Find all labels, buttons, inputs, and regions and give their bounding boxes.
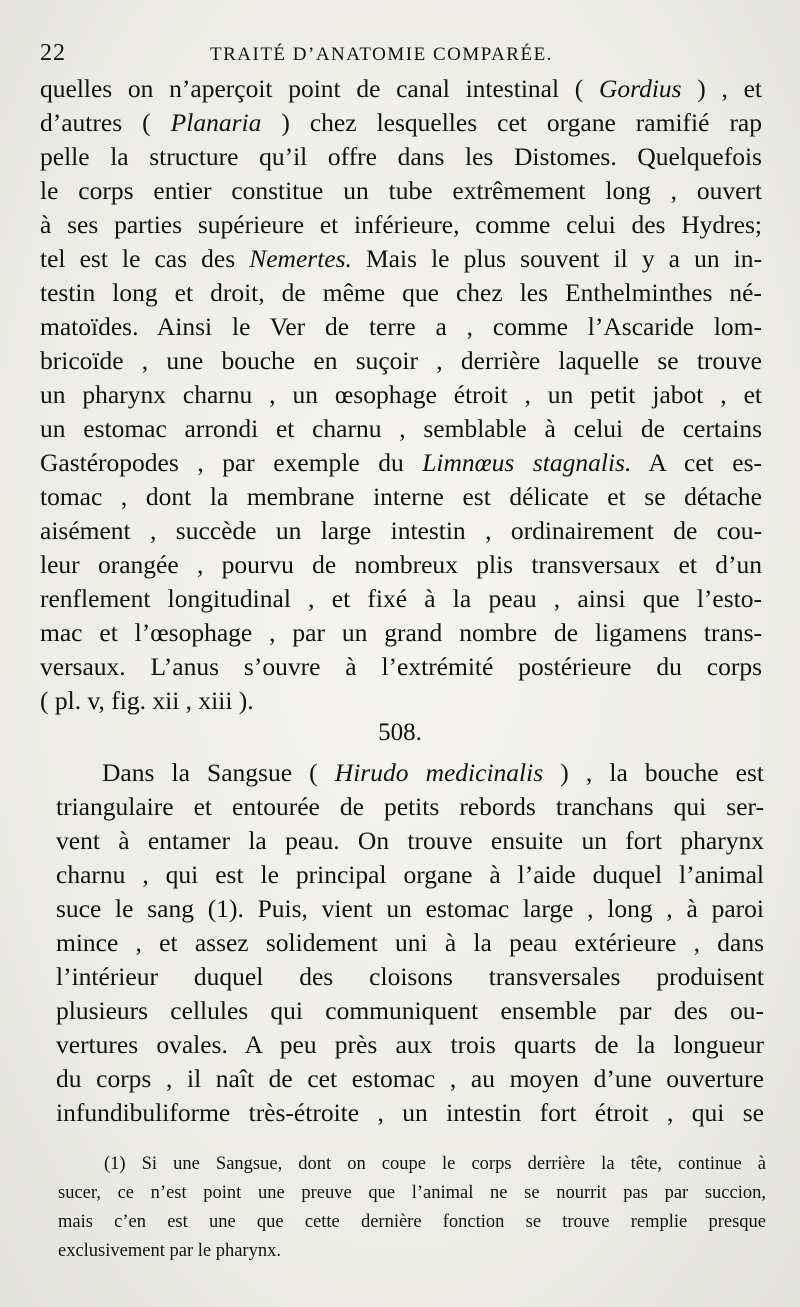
section-two-line (56, 892, 764, 926)
text-segment: Mais le plus souvent il y a un in- (351, 244, 762, 273)
text-segment: tomac , dont la membrane interne est délicate et se détache (40, 482, 762, 511)
page-number: 22 (40, 40, 66, 66)
text-segment: mac et l’œsophage , par un grand nombre de ligamens trans- (40, 618, 762, 647)
section-two-line (56, 1062, 764, 1096)
footnote-line: sucer, ce n’est point une preuve que l’animal ne se nourrit pas par succion, (58, 1183, 766, 1203)
paragraph-section-two (56, 756, 764, 1130)
text-segment: ) , et (681, 74, 762, 103)
text-segment: bricoïde , une bouche en suçoir , derrière laquelle se trouve (40, 346, 762, 375)
text-segment: plusieurs cellules qui communiquent ensemble par des ou- (56, 996, 764, 1025)
section-two-line (56, 960, 764, 994)
section-two-line (56, 926, 764, 960)
text-segment: ) chez lesquelles cet organe ramifié rap (261, 108, 762, 137)
text-segment: ( pl. v, fig. xii , xiii ). (40, 686, 254, 715)
text-segment: le corps entier constitue un tube extrêmement long , ouvert (40, 176, 762, 205)
section-one-line (40, 72, 762, 106)
italic-taxon-name: Hirudo medicinalis (334, 758, 544, 787)
section-two-line (56, 1096, 764, 1130)
footnote (58, 1150, 766, 1266)
section-two-line (56, 1028, 764, 1062)
section-one-line (40, 412, 762, 446)
section-one-line (40, 548, 762, 582)
text-segment: A cet es- (631, 448, 762, 477)
section-number: 508. (378, 719, 422, 746)
paragraph-section-one (40, 72, 762, 718)
text-segment: Dans la Sangsue ( (102, 758, 335, 787)
section-one-line (40, 514, 762, 548)
section-one-line (40, 106, 762, 140)
text-segment: ) , la bouche est (543, 758, 764, 787)
italic-taxon-name: Gordius (598, 74, 682, 103)
text-segment: Gastéropodes , par exemple du (40, 448, 423, 477)
text-segment: mince , et assez solidement uni à la peau extérieure , dans (56, 928, 764, 957)
section-one-line (40, 684, 762, 718)
section-two-line (56, 790, 764, 824)
section-one-line (40, 446, 762, 480)
section-one-line (40, 344, 762, 378)
text-segment: pelle la structure qu’il offre dans les Distomes. Quelquefois (40, 142, 762, 171)
italic-taxon-name: Limnœus stagnalis. (422, 448, 632, 477)
section-one-line (40, 650, 762, 684)
section-two-line (56, 756, 764, 790)
section-one-line (40, 378, 762, 412)
text-segment: d’autres ( (40, 108, 171, 137)
italic-taxon-name: Nemertes. (249, 244, 352, 273)
text-segment: infundibuliforme très-étroite , un intestin fort étroit , qui se (56, 1098, 764, 1127)
section-two-line (56, 858, 764, 892)
text-segment: versaux. L’anus s’ouvre à l’extrémité postérieure du corps (40, 652, 762, 681)
text-segment: du corps , il naît de cet estomac , au moyen d’une ouverture (56, 1064, 764, 1093)
section-one-line (40, 480, 762, 514)
section-one-line (40, 582, 762, 616)
section-one-line (40, 310, 762, 344)
page-header (40, 40, 780, 72)
text-segment: aisément , succède un large intestin , ordinairement de cou- (40, 516, 762, 545)
section-two-line (56, 824, 764, 858)
section-one-line (40, 174, 762, 208)
text-segment: l’intérieur duquel des cloisons transversales produisent (56, 962, 764, 991)
text-segment: un pharynx charnu , un œsophage étroit , un petit jabot , et (40, 380, 762, 409)
text-segment: triangulaire et entourée de petits rebords tranchans qui ser- (56, 792, 764, 821)
text-segment: tel est le cas des (40, 244, 250, 273)
section-one-line (40, 616, 762, 650)
text-segment: un estomac arrondi et charnu , semblable à celui de certains (40, 414, 762, 443)
section-two-line (56, 994, 764, 1028)
section-one-line (40, 276, 762, 310)
running-title: TRAITÉ D’ANATOMIE COMPARÉE. (210, 44, 553, 65)
text-segment: testin long et droit, de même que chez les Enthelminthes né- (40, 278, 762, 307)
text-segment: leur orangée , pourvu de nombreux plis transversaux et d’un (40, 550, 762, 579)
text-segment: à ses parties supérieure et inférieure, comme celui des Hydres; (40, 210, 762, 239)
section-one-line (40, 140, 762, 174)
text-segment: quelles on n’aperçoit point de canal intestinal ( (40, 74, 599, 103)
text-segment: suce le sang (1). Puis, vient un estomac large , long , à paroi (56, 894, 764, 923)
section-one-line (40, 242, 762, 276)
footnote-line: mais c’en est une que cette dernière fonction se trouve remplie presque (58, 1212, 766, 1232)
text-segment: renflement longitudinal , et fixé à la peau , ainsi que l’esto- (40, 584, 762, 613)
footnote-line: exclusivement par le pharynx. (58, 1241, 281, 1261)
footnote-line: (1) Si une Sangsue, dont on coupe le corps derrière la tête, continue à (104, 1154, 766, 1174)
text-segment: vertures ovales. A peu près aux trois quarts de la longueur (56, 1030, 764, 1059)
italic-taxon-name: Planaria (170, 108, 262, 137)
section-one-line (40, 208, 762, 242)
text-segment: charnu , qui est le principal organe à l’aide duquel l’animal (56, 860, 764, 889)
text-segment: vent à entamer la peau. On trouve ensuite un fort pharynx (56, 826, 764, 855)
text-segment: matoïdes. Ainsi le Ver de terre a , comme l’Ascaride lom- (40, 312, 762, 341)
